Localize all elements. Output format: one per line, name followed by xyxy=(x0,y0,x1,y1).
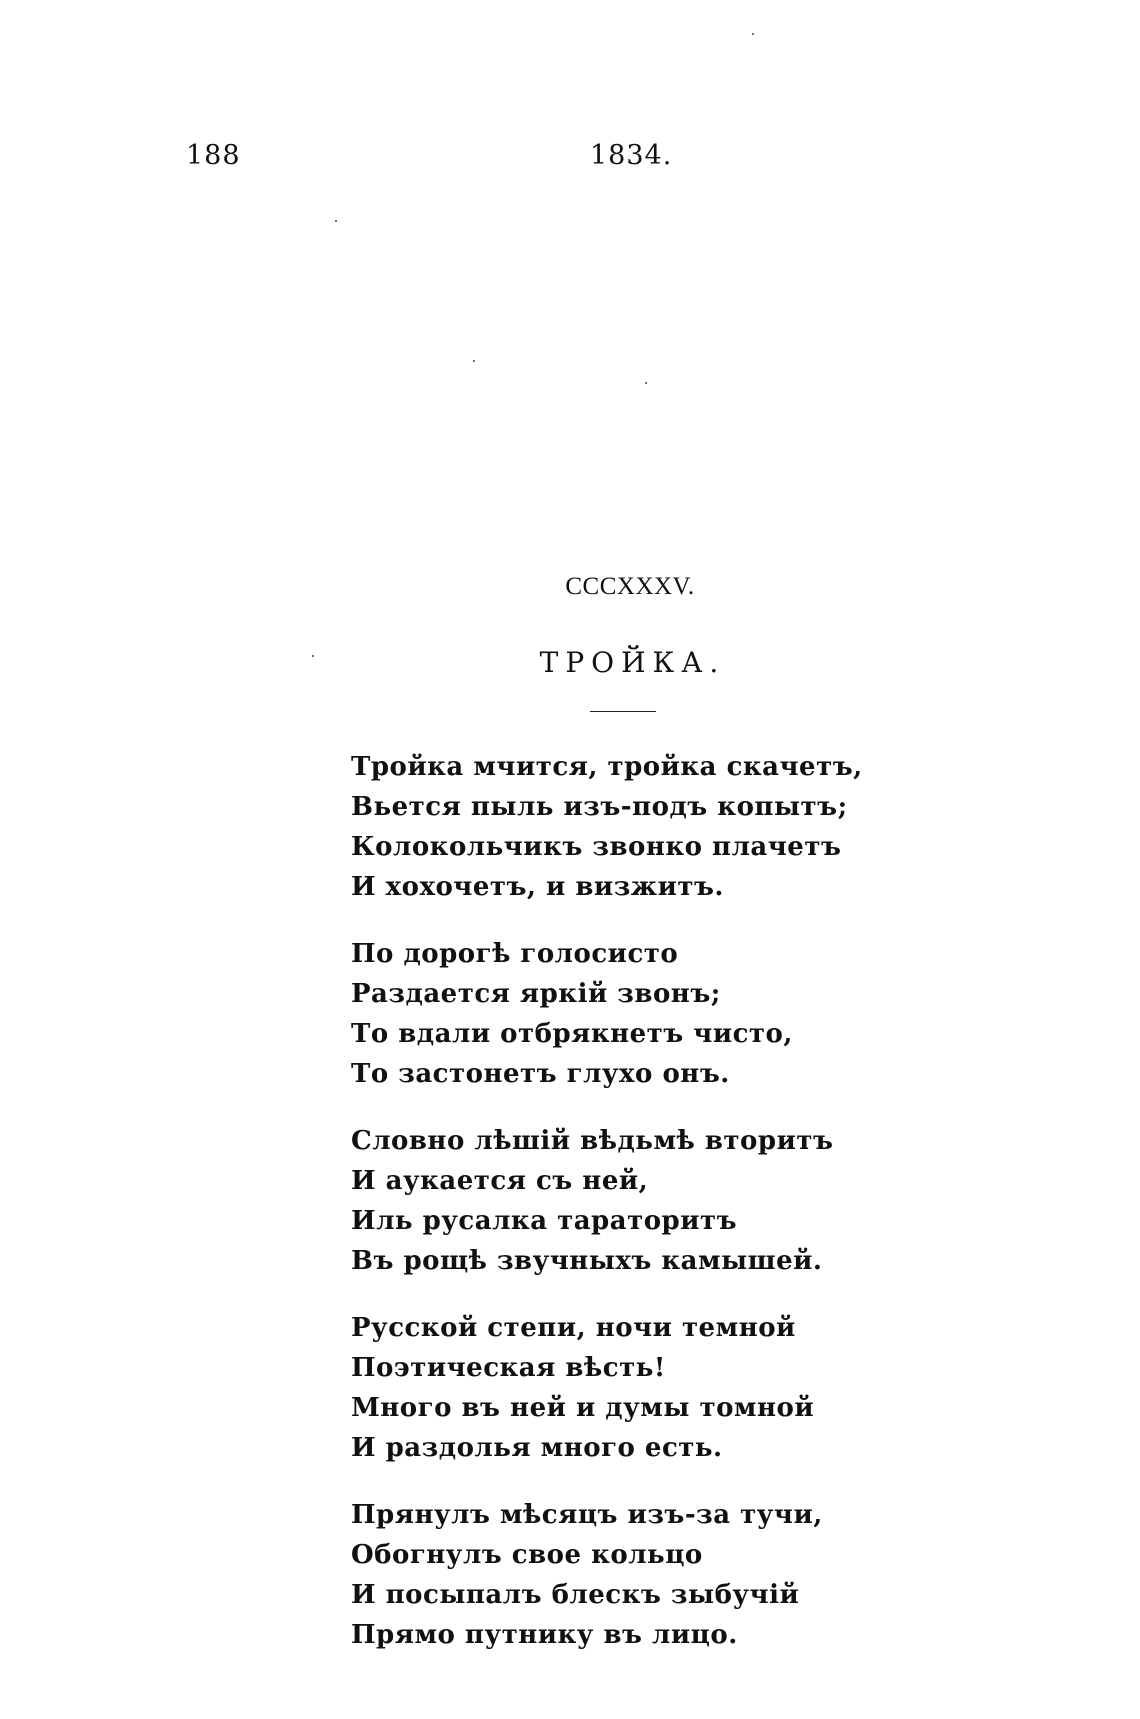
stanza xyxy=(351,1308,871,1468)
stanza xyxy=(351,1121,871,1281)
stanza xyxy=(351,1495,871,1655)
scan-speck xyxy=(645,382,647,384)
poem-line: И посыпалъ блескъ зыбучій xyxy=(351,1580,800,1610)
poem-line: По дорогѣ голосисто xyxy=(351,939,679,969)
poem-line: Тройка мчится, тройка скачетъ, xyxy=(351,752,863,782)
poem-body xyxy=(351,747,871,1682)
poem-line: То застонетъ глухо онъ. xyxy=(351,1059,730,1089)
stanza xyxy=(351,747,871,907)
poem-line: Поэтическая вѣсть! xyxy=(351,1353,666,1383)
poem-number: CCCXXXV. xyxy=(565,573,695,600)
poem-line: Раздается яркій звонъ; xyxy=(351,979,721,1009)
poem-line: Иль русалка тараторитъ xyxy=(351,1206,738,1236)
page-number: 188 xyxy=(186,140,241,171)
stanza xyxy=(351,934,871,1094)
poem-line: Колокольчикъ звонко плачетъ xyxy=(351,832,842,862)
scan-speck xyxy=(335,220,337,222)
scan-speck xyxy=(752,33,754,35)
scan-speck xyxy=(473,360,475,362)
poem-line: То вдали отбрякнетъ чисто, xyxy=(351,1019,793,1049)
poem-line: Обогнулъ свое кольцо xyxy=(351,1540,703,1570)
poem-line: Вьется пыль изъ-подъ копытъ; xyxy=(351,792,848,822)
poem-line: Словно лѣшій вѣдьмѣ вторитъ xyxy=(351,1126,834,1156)
poem-title: ТРОЙКА. xyxy=(539,646,726,679)
poem-line: Прянулъ мѣсяцъ изъ-за тучи, xyxy=(351,1500,823,1530)
title-divider xyxy=(590,711,656,712)
poem-line: Много въ ней и думы томной xyxy=(351,1393,815,1423)
poem-line: И аукается съ ней, xyxy=(351,1166,649,1196)
poem-line: И раздолья много есть. xyxy=(351,1433,723,1463)
running-header-year: 1834. xyxy=(590,140,673,171)
poem-line: Прямо путнику въ лицо. xyxy=(351,1620,738,1650)
poem-line: И хохочетъ, и визжитъ. xyxy=(351,872,724,902)
poem-line: Въ рощѣ звучныхъ камышей. xyxy=(351,1246,823,1276)
poem-line: Русской степи, ночи темной xyxy=(351,1313,796,1343)
